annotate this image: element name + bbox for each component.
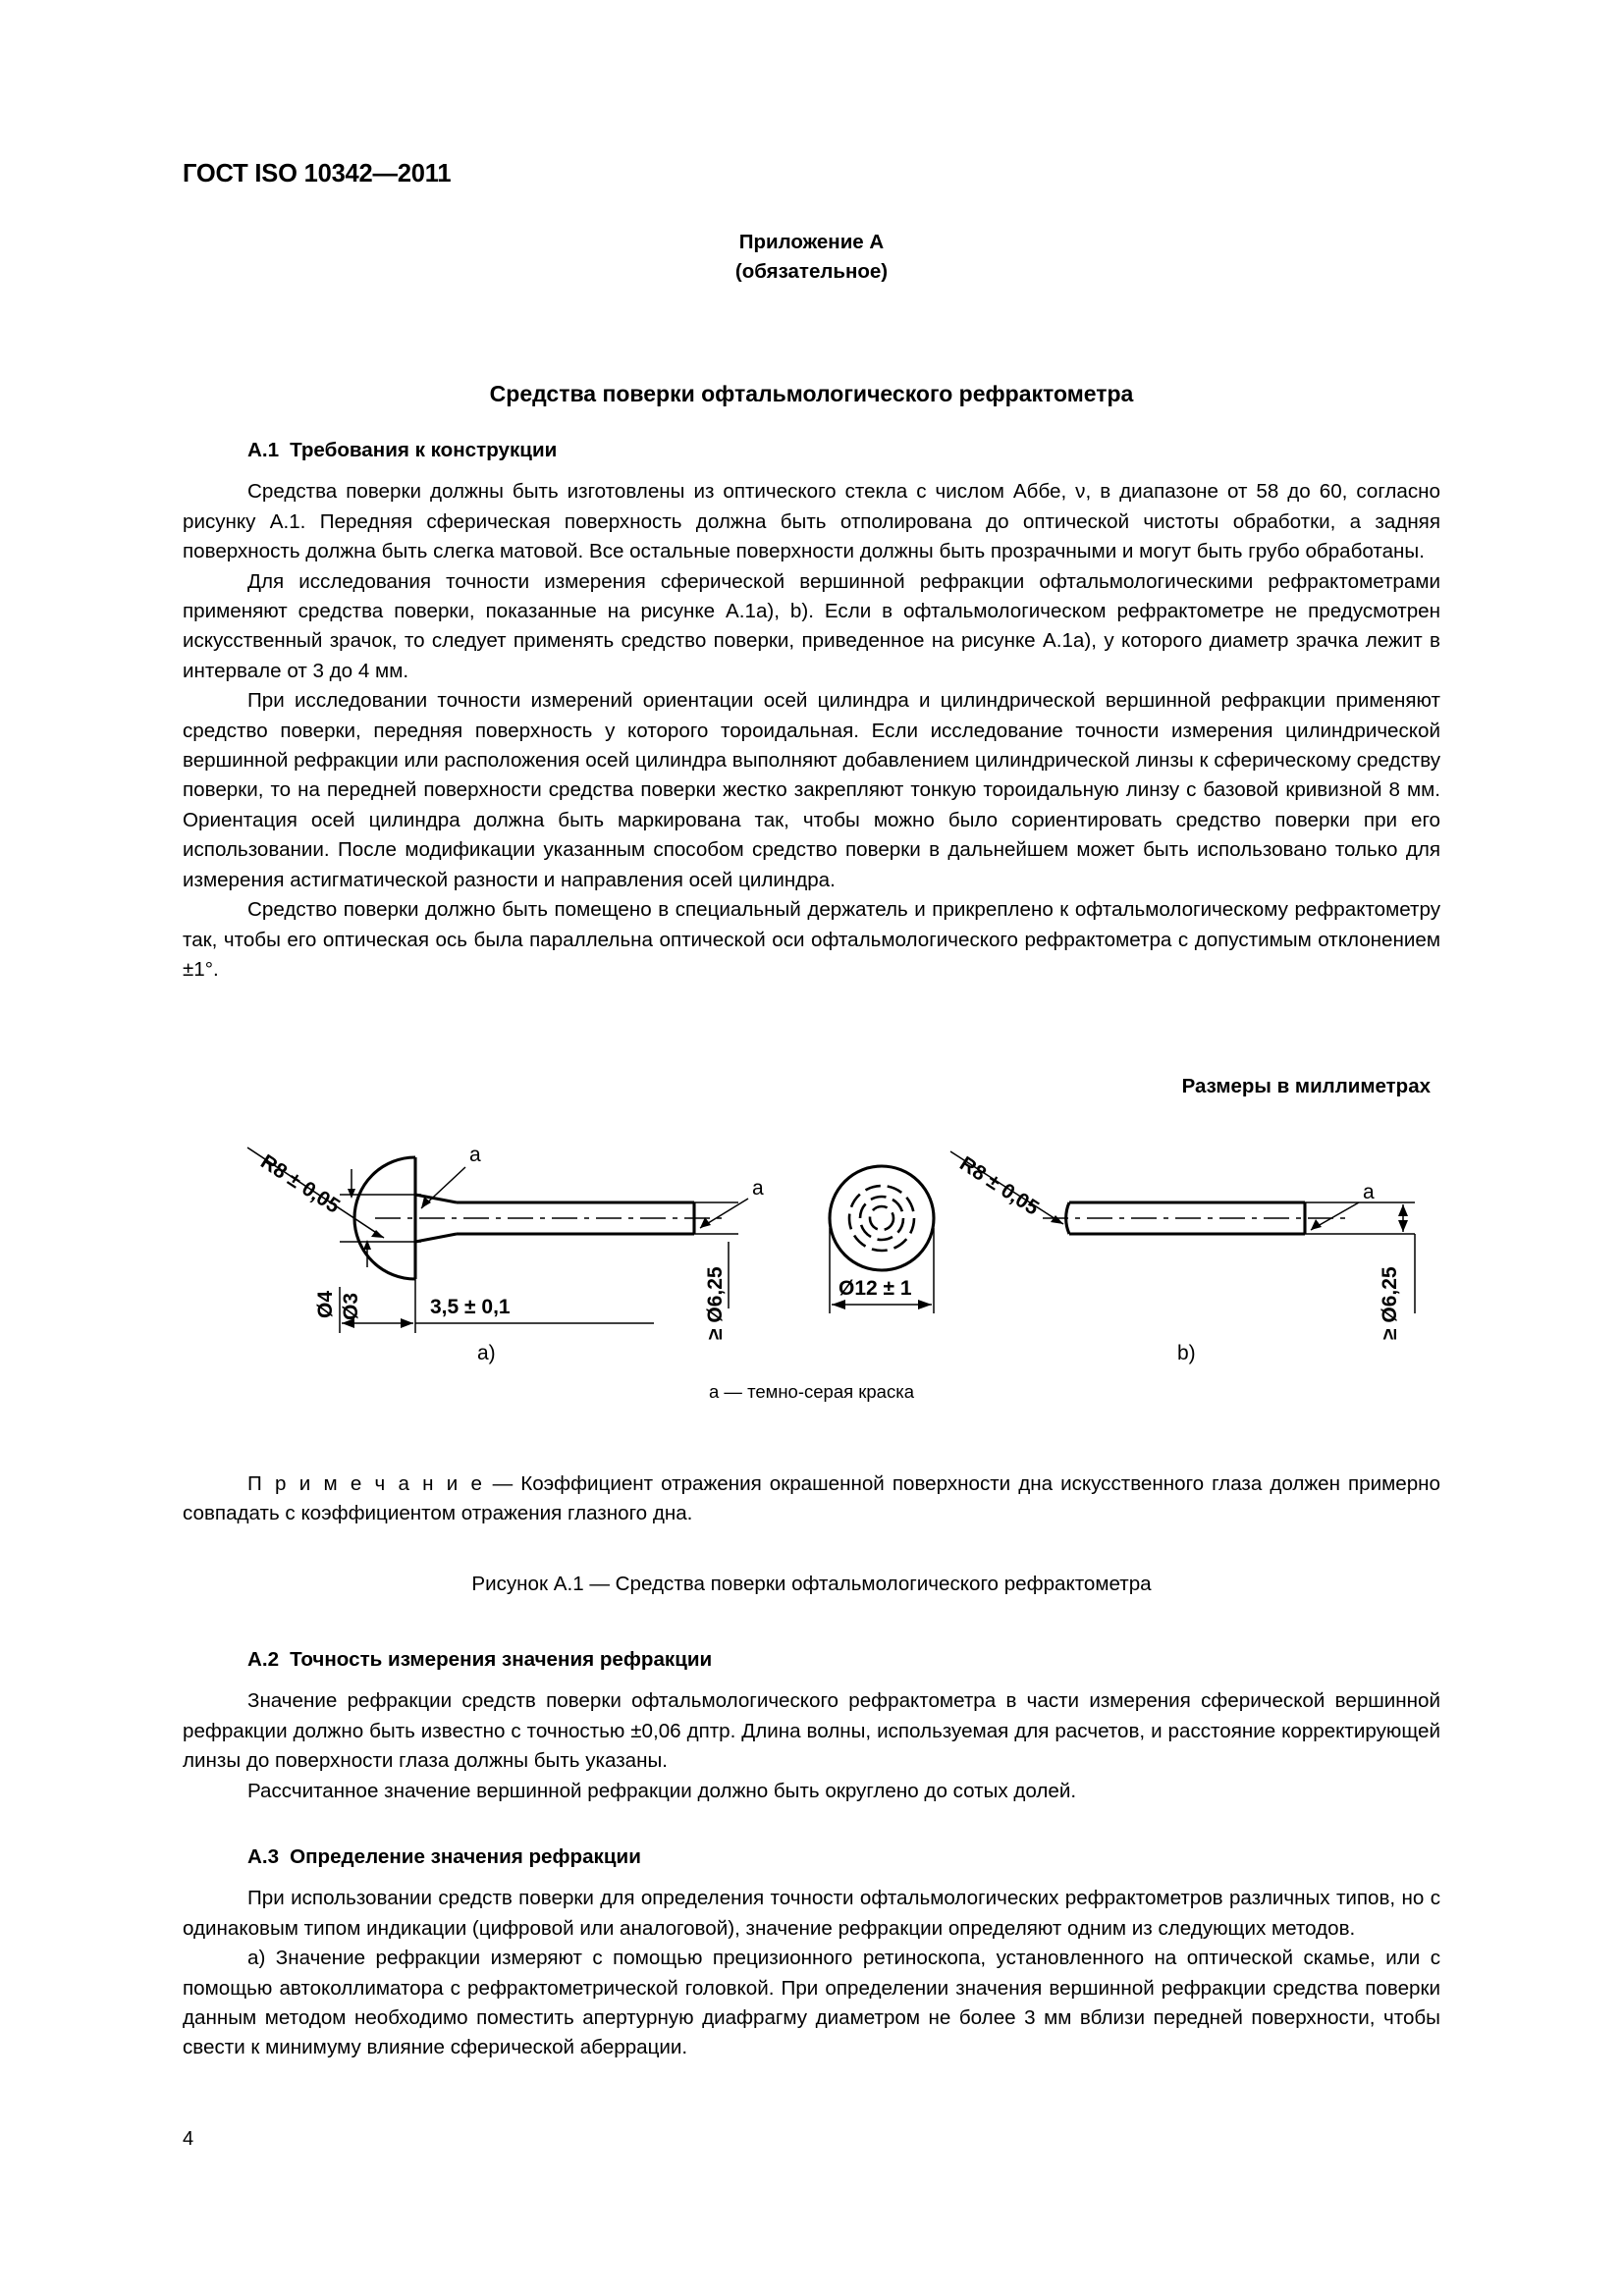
- section-a2: [183, 1645, 1440, 1806]
- dim-diameter-3: Ø3: [340, 1292, 362, 1320]
- figure-caption: Рисунок А.1 — Средства поверки офтальмологического рефрактометра: [471, 1573, 1152, 1595]
- dim-barrel-diameter-b: ≥ Ø6,25: [1379, 1266, 1401, 1340]
- dim-radius-a: R8 ± 0,05: [256, 1149, 345, 1218]
- section-a2-paragraph-1: Значение рефракции средств поверки офтальмологического рефрактометра в части измерения сферической вершинной рефракции должно быть известно с точностью ±0,06 дптр. Длина волны, используемая для расчетов, и расстояние корректирующей линзы до поверхности глаза должны быть указаны.: [183, 1689, 1440, 1773]
- figure-subcaption-a: a): [477, 1342, 496, 1364]
- section-a2-heading: [183, 1645, 1440, 1675]
- annex-title: Средства поверки офтальмологического рефрактометра: [489, 381, 1134, 406]
- section-a3-heading: [183, 1842, 1440, 1872]
- section-a2-heading-text: Точность измерения значения рефракции: [290, 1648, 713, 1671]
- annex-status: (обязательное): [734, 260, 889, 283]
- figure-note: [183, 1469, 1440, 1529]
- figure-legend: a — темно-серая краска: [709, 1381, 914, 1402]
- section-a3-paragraph-2: a) Значение рефракции измеряют с помощью прецизионного ретиноскопа, установленного на оптической скамье, или с помощью автоколлиматора с рефрактометрической головкой. При определении значения вершинной рефракции средства поверки данным методом необходимо поместить апертурную диафрагму диаметром не более 3 мм вблизи передней поверхности, чтобы свести к минимуму влияние сферической аберрации.: [183, 1947, 1440, 2059]
- note-label: П р и м е ч а н и е: [247, 1472, 485, 1495]
- dim-front-diameter: Ø12 ± 1: [839, 1277, 912, 1300]
- dim-length-3-5: 3,5 ± 0,1: [430, 1296, 511, 1318]
- dim-diameter-4: Ø4: [314, 1290, 337, 1318]
- leader-label-a-3: a: [1363, 1181, 1375, 1203]
- section-a1-paragraph-2: Для исследования точности измерения сферической вершинной рефракции офтальмологическими рефрактометрами применяют средства поверки, показанные на рисунке А.1a), b). Если в офтальмологическом рефрактометре не предусмотрен искусственный зрачок, то следует применять средство поверки, приведенное на рисунке А.1a), у которого диаметр зрачка лежит в интервале от 3 до 4 мм.: [183, 569, 1440, 682]
- dim-barrel-diameter-a: ≥ Ø6,25: [704, 1266, 727, 1340]
- section-a3-paragraph-1: При использовании средств поверки для определения точности офтальмологических рефрактометров различных типов, но с одинаковым типом индикации (цифровой или аналоговой), значение рефракции определяют одним из следующих методов.: [183, 1887, 1440, 1940]
- note-dash: —: [484, 1472, 521, 1495]
- dim-radius-b: R8 ± 0,05: [955, 1151, 1044, 1220]
- section-a1-heading-text: Требования к конструкции: [290, 439, 558, 461]
- section-a1: [183, 436, 1440, 985]
- section-a3: [183, 1842, 1440, 2063]
- section-a1-paragraph-1: Средства поверки должны быть изготовлены из оптического стекла с числом Аббе, ν, в диапазоне от 58 до 60, согласно рисунку А.1. Передняя сферическая поверхность должна быть отполирована до оптической чистоты обработки, а задняя поверхность должна быть слегка матовой. Все остальные поверхности должны быть прозрачными и могут быть грубо обработаны.: [183, 480, 1440, 563]
- leader-label-a-1: a: [469, 1144, 481, 1166]
- page-number: 4: [183, 2128, 194, 2150]
- section-a3-number: А.3: [247, 1845, 280, 1868]
- figure-a1-drawing: [183, 1112, 1440, 1358]
- section-a1-paragraph-4: Средство поверки должно быть помещено в специальный держатель и прикреплено к офтальмологическому рефрактометру так, чтобы его оптическая ось была параллельна оптической оси офтальмологического рефрактометра с допустимым отклонением ±1°.: [183, 898, 1440, 981]
- section-a1-number: А.1: [247, 439, 280, 461]
- section-a3-heading-text: Определение значения рефракции: [290, 1845, 641, 1868]
- annex-label: Приложение А: [738, 231, 885, 253]
- section-a1-heading: [183, 436, 1440, 465]
- figure-a1: [183, 1075, 1440, 1428]
- figure-units-note: Размеры в миллиметрах: [1181, 1075, 1431, 1097]
- section-a2-paragraph-2: Рассчитанное значение вершинной рефракции должно быть округлено до сотых долей.: [247, 1779, 1077, 1802]
- annex-heading-block: [183, 228, 1440, 287]
- figure-subcaption-b: b): [1177, 1342, 1196, 1364]
- note-paragraph: [183, 1469, 1440, 1529]
- document-header-standard-id: ГОСТ ISO 10342—2011: [183, 160, 452, 187]
- leader-label-a-2: a: [752, 1177, 764, 1200]
- note-text: Коэффициент отражения окрашенной поверхности дна искусственного глаза должен примерно совпадать с коэффициентом отражения глазного дна.: [183, 1472, 1440, 1525]
- section-a1-paragraph-3: При исследовании точности измерений ориентации осей цилиндра и цилиндрической вершинной рефракции применяют средство поверки, передняя поверхность у которого тороидальная. Если исследование точности измерения цилиндрической вершинной рефракции или расположения осей цилиндра выполняют добавлением цилиндрической линзы к сферическому средству поверки, то на передней поверхности средства поверки жестко закрепляют тонкую тороидальную линзу с базовой кривизной 8 мм. Ориентация осей цилиндра должна быть маркирована так, чтобы можно было сориентировать средство поверки при его использовании. После модификации указанным способом средство поверки в дальнейшем может быть использовано только для измерения астигматической разности и направления осей цилиндра.: [183, 689, 1440, 891]
- section-a2-number: А.2: [247, 1648, 280, 1671]
